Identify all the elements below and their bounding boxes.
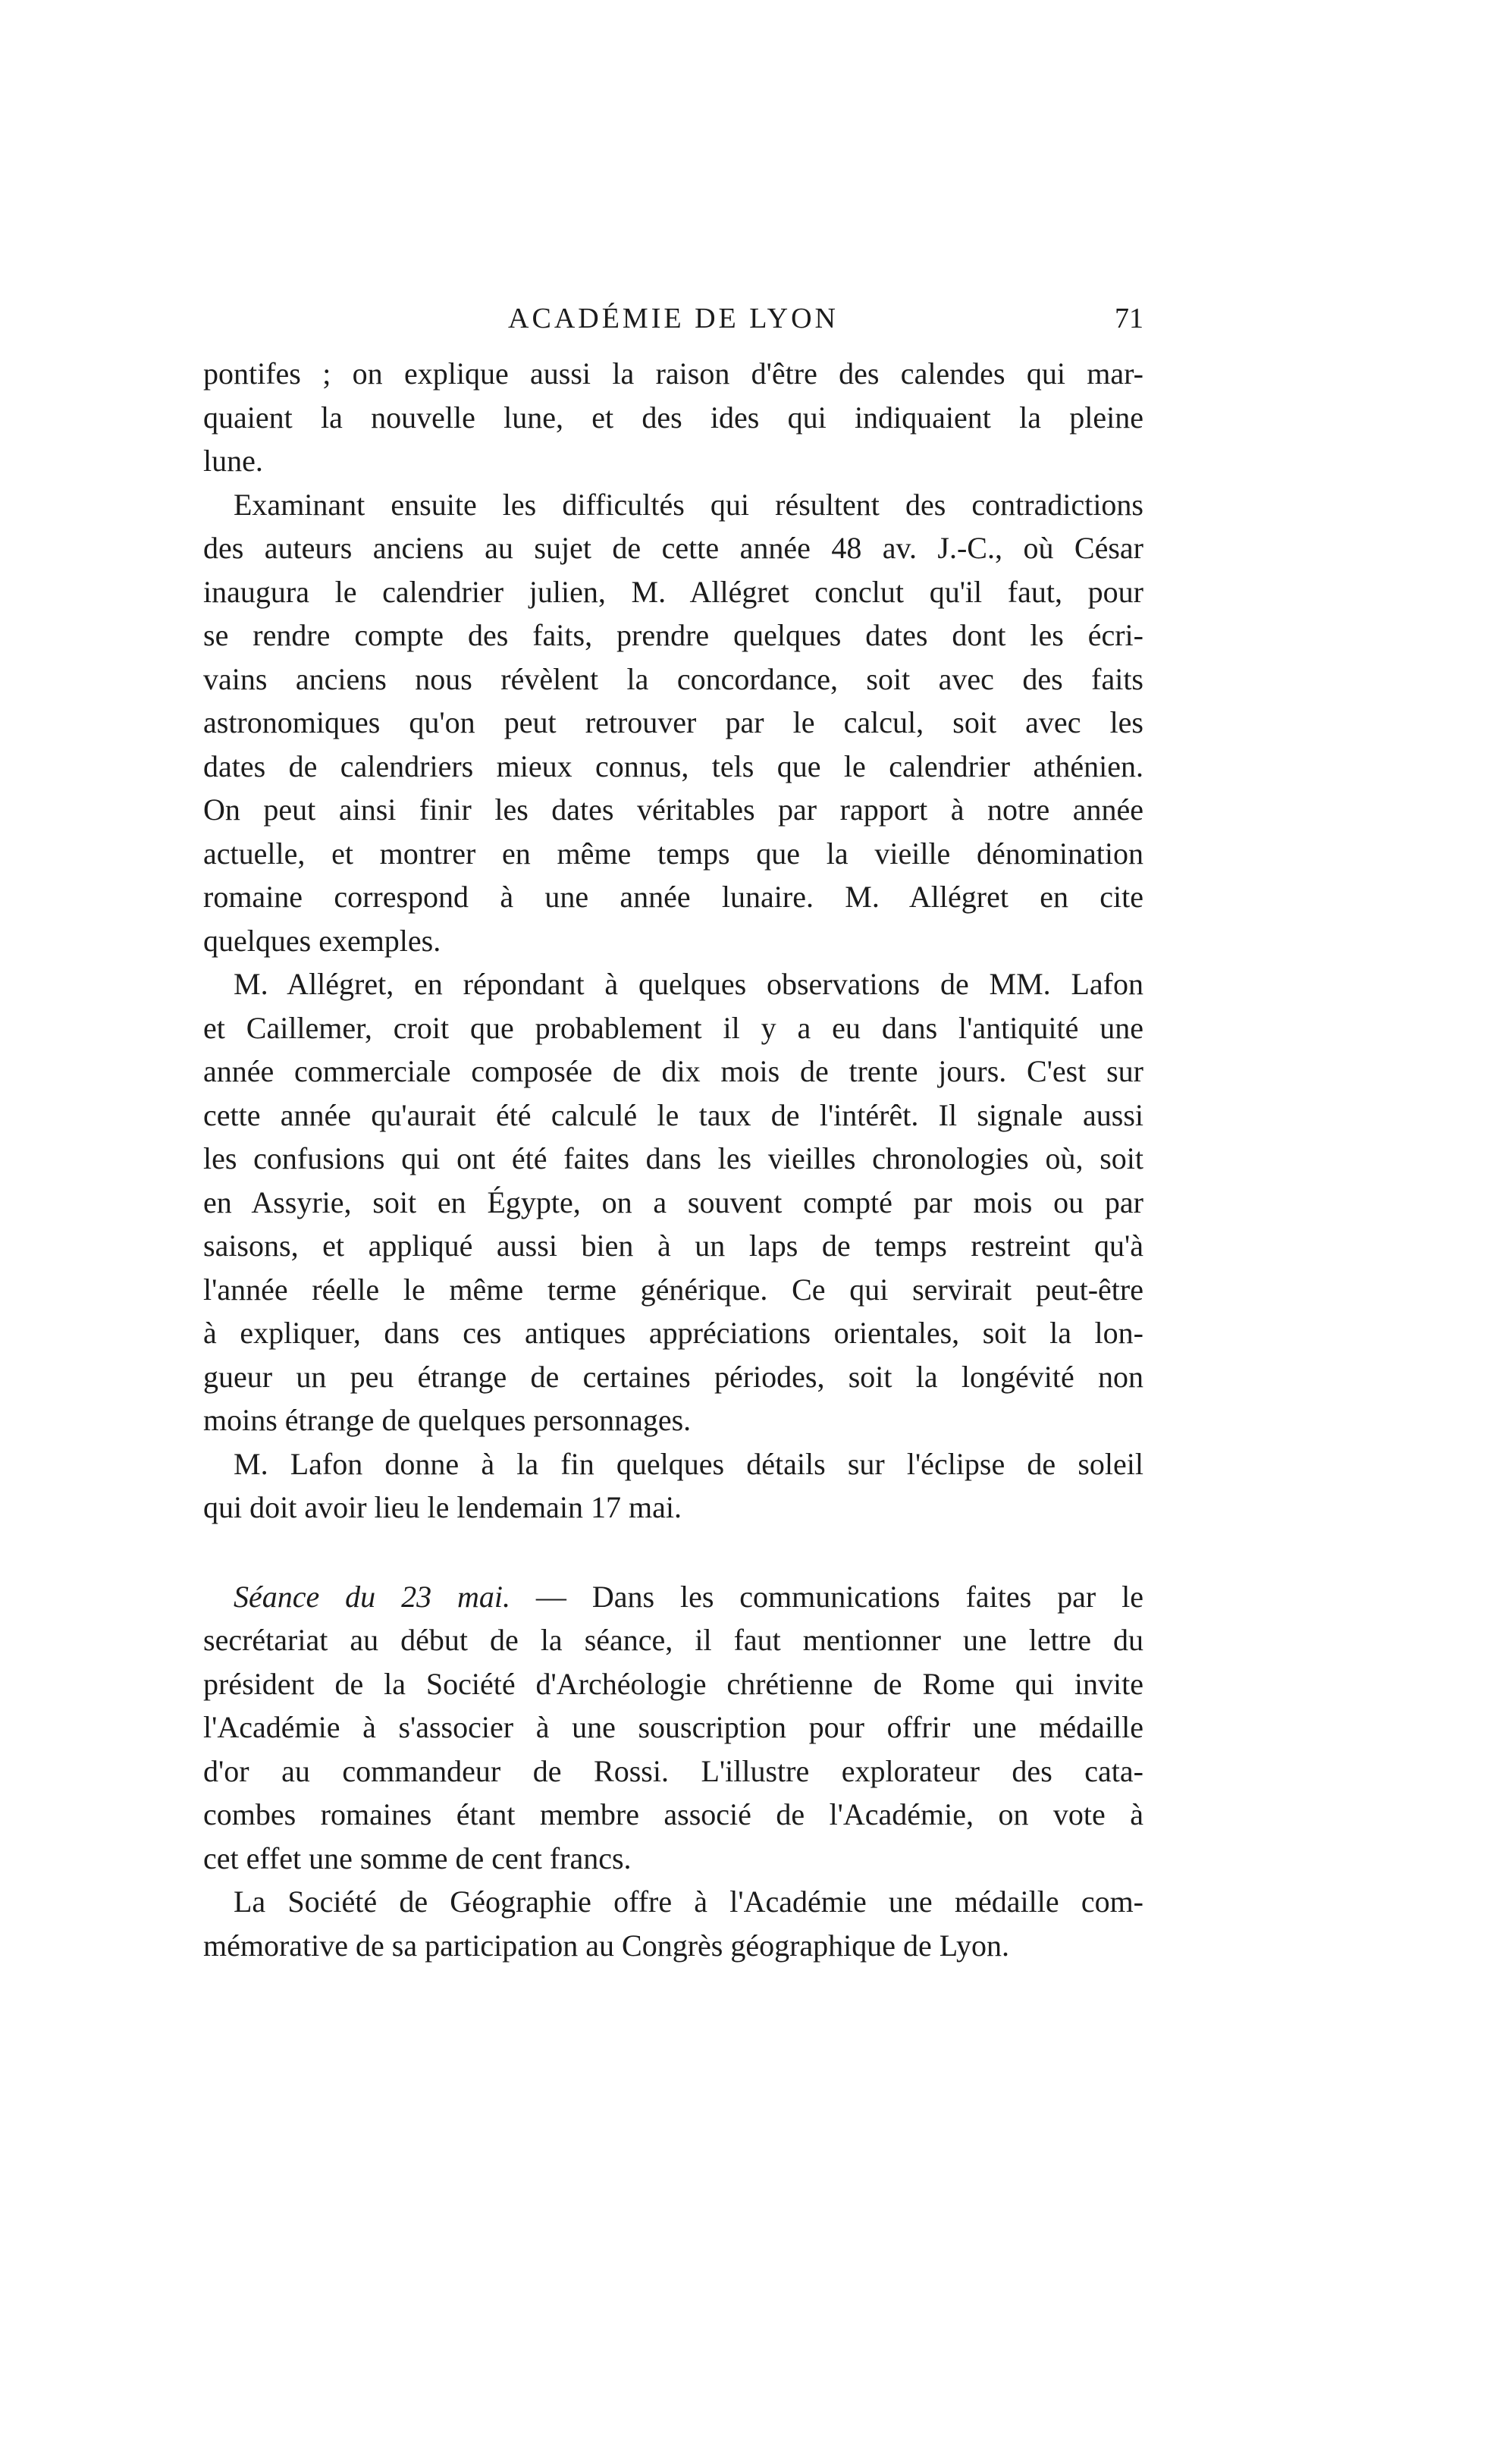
paragraph-3 — [203, 962, 1143, 1442]
paragraph-1 — [203, 352, 1143, 483]
text-line: les confusions qui ont été faites dans les vieilles chronologies où, soit — [203, 1141, 1143, 1175]
session-heading: Séance du 23 mai. — [234, 1579, 510, 1614]
text-line: moins étrange de quelques personnages. — [203, 1403, 692, 1437]
text-line: mémorative de sa participation au Congrès géographique de Lyon. — [203, 1928, 1010, 1963]
page-number: 71 — [1115, 303, 1143, 334]
text-line: l'année réelle le même terme générique. Ce qui servirait peut-être — [203, 1272, 1143, 1307]
text-line: On peut ainsi finir les dates véritables par rapport à notre année — [203, 792, 1143, 827]
text-line: quelques exemples. — [203, 923, 441, 958]
text-line: astronomiques qu'on peut retrouver par le calcul, soit avec les — [203, 705, 1143, 739]
paragraph-4 — [203, 1442, 1143, 1530]
text-line: combes romaines étant membre associé de l'Académie, on vote à — [203, 1797, 1143, 1831]
text-line: l'Académie à s'associer à une souscription pour offrir une médaille — [203, 1710, 1143, 1744]
paragraph-6 — [203, 1880, 1143, 1967]
text-line: romaine correspond à une année lunaire. M. Allégret en cite — [203, 880, 1143, 914]
text-line: cette année qu'aurait été calculé le taux de l'intérêt. Il signale aussi — [203, 1097, 1143, 1132]
text-line: actuelle, et montrer en même temps que la vieille dénomination — [203, 836, 1143, 871]
text-line: La Société de Géographie offre à l'Académie une médaille com- — [234, 1884, 1143, 1919]
text-line: gueur un peu étrange de certaines périodes, soit la longévité non — [203, 1359, 1143, 1394]
running-title: ACADÉMIE DE LYON — [508, 303, 839, 334]
paragraph-5 — [203, 1575, 1143, 1881]
text-line — [203, 1575, 1143, 1619]
text-line: pontifes ; on explique aussi la raison d'être des calendes qui mar- — [203, 356, 1143, 391]
text-line: qui doit avoir lieu le lendemain 17 mai. — [203, 1490, 682, 1524]
running-head — [203, 302, 1143, 341]
text-line: dates de calendriers mieux connus, tels que le calendrier athénien. — [203, 748, 1143, 783]
body-text — [203, 352, 1143, 1967]
text-line: année commerciale composée de dix mois de trente jours. C'est sur — [203, 1054, 1143, 1088]
paragraph-2 — [203, 483, 1143, 963]
text-line: Examinant ensuite les difficultés qui résultent des contradictions — [234, 487, 1143, 522]
section-gap — [203, 1530, 1143, 1575]
text-line: à expliquer, dans ces antiques appréciations orientales, soit la lon- — [203, 1316, 1143, 1350]
text-line: secrétariat au début de la séance, il faut mentionner une lettre du — [203, 1623, 1143, 1657]
text-line: M. Allégret, en répondant à quelques observations de MM. Lafon — [234, 967, 1143, 1001]
text-line: en Assyrie, soit en Égypte, on a souvent compté par mois ou par — [203, 1185, 1143, 1219]
text-line: inaugura le calendrier julien, M. Allégret conclut qu'il faut, pour — [203, 574, 1143, 609]
text-line: et Caillemer, croit que probablement il y a eu dans l'antiquité une — [203, 1010, 1143, 1045]
text-line: lune. — [203, 444, 263, 478]
text-line: président de la Société d'Archéologie chrétienne de Rome qui invite — [203, 1666, 1143, 1701]
text-line: cet effet une somme de cent francs. — [203, 1840, 632, 1875]
text-line: se rendre compte des faits, prendre quelques dates dont les écri- — [203, 618, 1143, 652]
session-heading-rest: — Dans les communications faites par le — [535, 1579, 1143, 1614]
text-line: d'or au commandeur de Rossi. L'illustre explorateur des cata- — [203, 1753, 1143, 1788]
text-line: M. Lafon donne à la fin quelques détails sur l'éclipse de soleil — [234, 1446, 1143, 1481]
text-line: saisons, et appliqué aussi bien à un laps de temps restreint qu'à — [203, 1229, 1143, 1263]
text-line: des auteurs anciens au sujet de cette année 48 av. J.-C., où César — [203, 531, 1143, 565]
text-line: quaient la nouvelle lune, et des ides qui indiquaient la pleine — [203, 400, 1143, 435]
text-line: vains anciens nous révèlent la concordance, soit avec des faits — [203, 661, 1143, 696]
